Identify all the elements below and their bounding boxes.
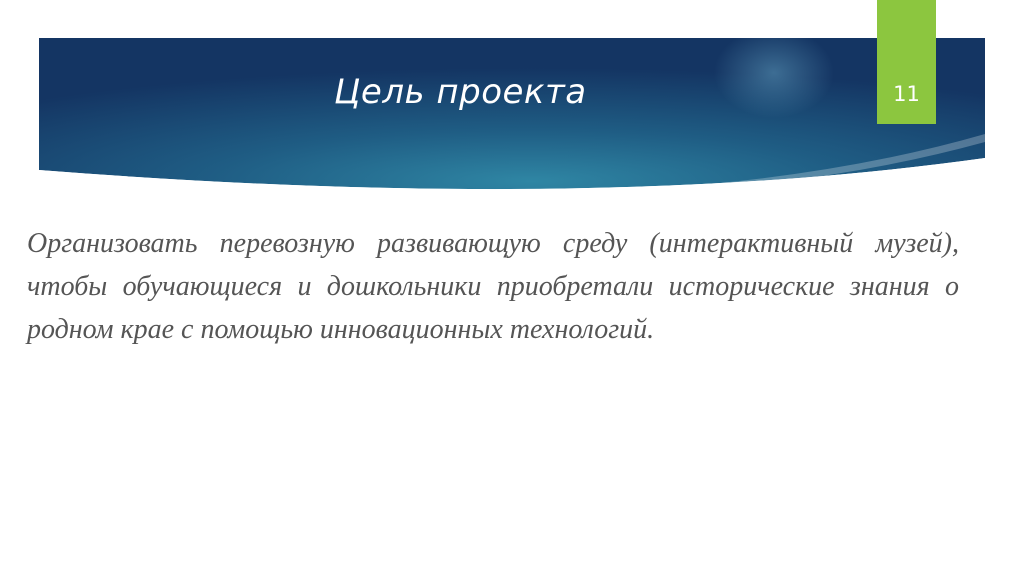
page-number-tab: [877, 0, 936, 124]
body-text: Организовать перевозную развивающую среду (интерактивный музей), чтобы обучающиеся и дошкольники приобретали исторические знания о родном крае с помощью инновационных технологий.: [27, 228, 959, 345]
title-banner: [39, 38, 985, 198]
slide-title: Цель проекта: [334, 72, 587, 112]
page-number: 11: [893, 82, 920, 106]
banner-background: [39, 38, 985, 198]
